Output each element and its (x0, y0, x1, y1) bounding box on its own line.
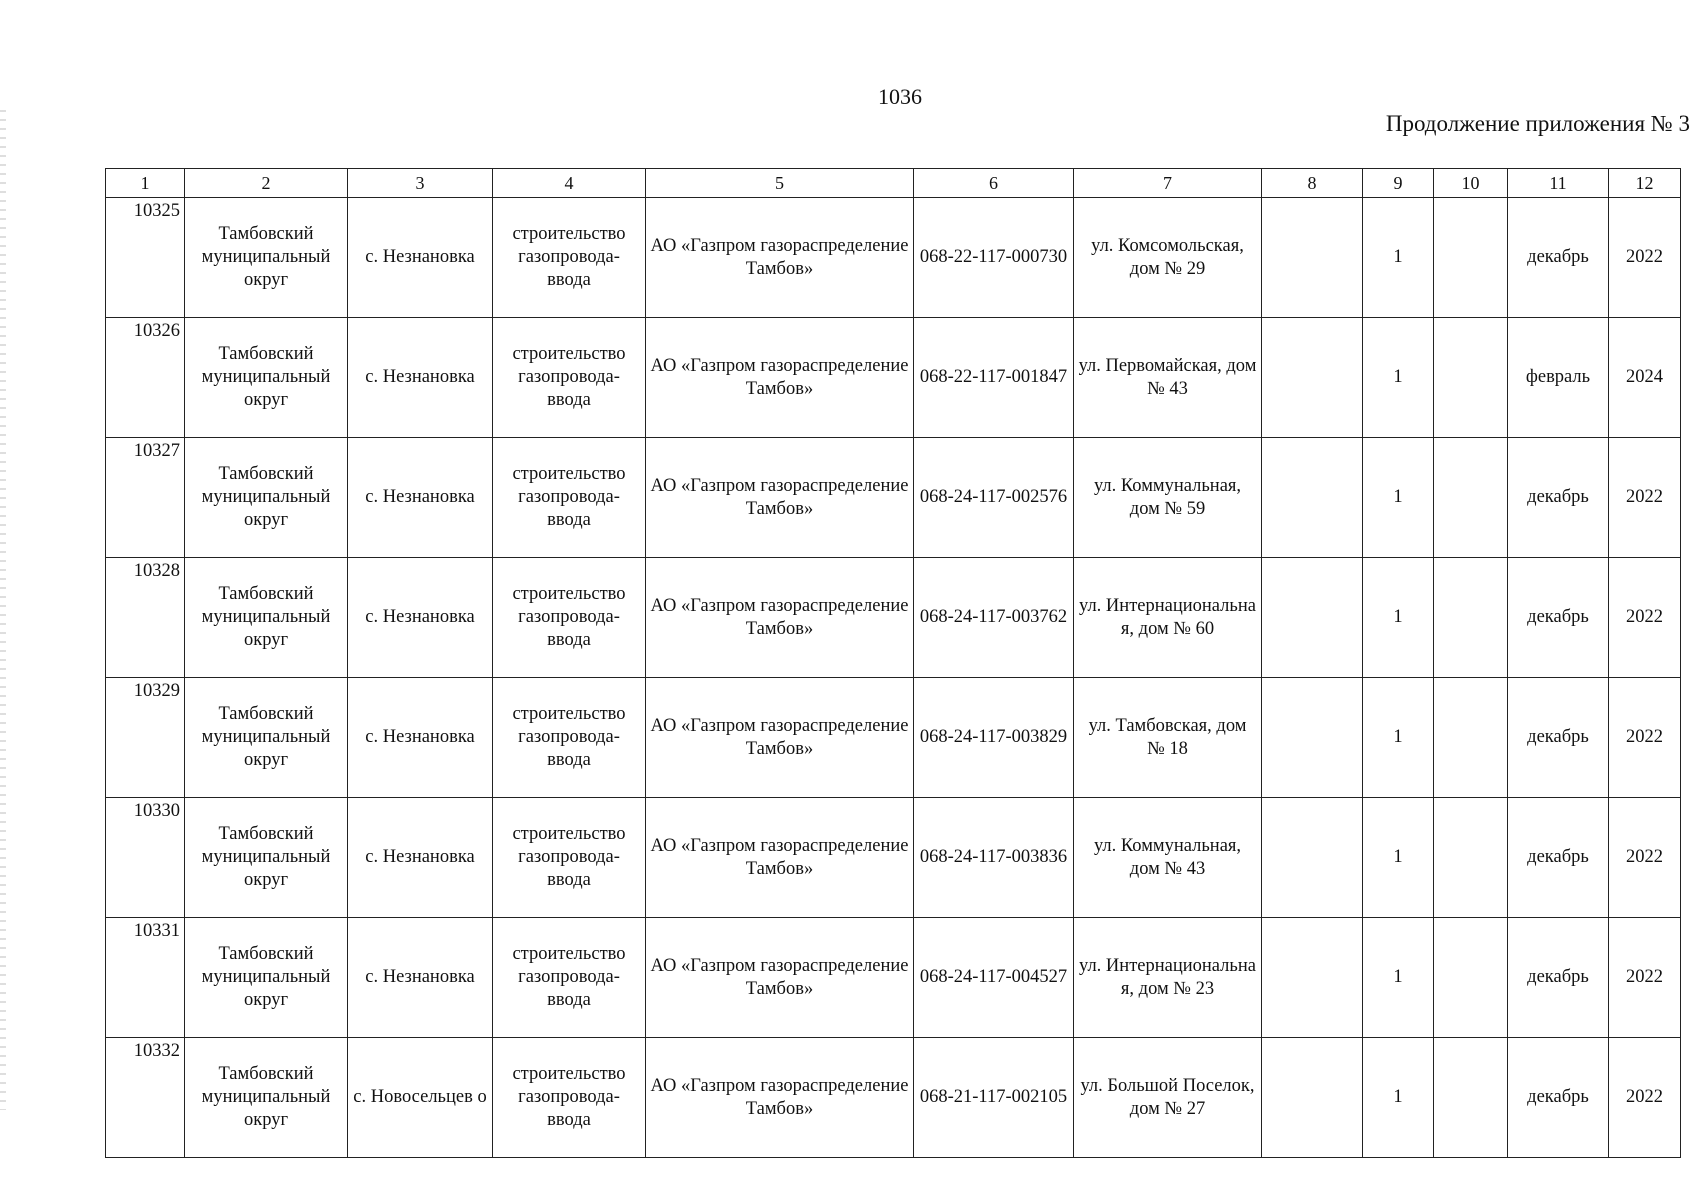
year-cell: 2022 (1609, 798, 1681, 918)
work-type-cell: строительство газопровода-ввода (493, 1038, 646, 1158)
register-table (105, 168, 1681, 1158)
table-row (106, 678, 1681, 798)
district-cell: Тамбовский муниципальный округ (185, 198, 348, 318)
address-cell: ул. Коммунальная, дом № 59 (1074, 438, 1262, 558)
column-10-cell (1434, 918, 1508, 1038)
organization-cell: АО «Газпром газораспределение Тамбов» (646, 798, 914, 918)
column-8-cell (1262, 198, 1363, 318)
year-cell: 2022 (1609, 558, 1681, 678)
organization-cell: АО «Газпром газораспределение Тамбов» (646, 198, 914, 318)
year-cell: 2022 (1609, 198, 1681, 318)
column-number-1: 1 (106, 169, 185, 198)
month-cell: декабрь (1508, 678, 1609, 798)
month-cell: декабрь (1508, 798, 1609, 918)
year-cell: 2022 (1609, 678, 1681, 798)
object-code-cell: 068-24-117-003829 (914, 678, 1074, 798)
quantity-cell: 1 (1363, 1038, 1434, 1158)
column-8-cell (1262, 678, 1363, 798)
address-cell: ул. Большой Поселок, дом № 27 (1074, 1038, 1262, 1158)
district-cell: Тамбовский муниципальный округ (185, 918, 348, 1038)
district-cell: Тамбовский муниципальный округ (185, 678, 348, 798)
address-cell: ул. Тамбовская, дом № 18 (1074, 678, 1262, 798)
work-type-cell: строительство газопровода-ввода (493, 438, 646, 558)
month-cell: декабрь (1508, 918, 1609, 1038)
column-number-6: 6 (914, 169, 1074, 198)
row-number: 10327 (106, 438, 185, 558)
object-code-cell: 068-24-117-003836 (914, 798, 1074, 918)
quantity-cell: 1 (1363, 438, 1434, 558)
column-number-11: 11 (1508, 169, 1609, 198)
column-number-12: 12 (1609, 169, 1681, 198)
work-type-cell: строительство газопровода-ввода (493, 918, 646, 1038)
column-10-cell (1434, 678, 1508, 798)
object-code-cell: 068-24-117-003762 (914, 558, 1074, 678)
address-cell: ул. Интернациональна я, дом № 23 (1074, 918, 1262, 1038)
district-cell: Тамбовский муниципальный округ (185, 798, 348, 918)
month-cell: декабрь (1508, 1038, 1609, 1158)
district-cell: Тамбовский муниципальный округ (185, 318, 348, 438)
column-number-row (106, 169, 1681, 198)
work-type-cell: строительство газопровода-ввода (493, 558, 646, 678)
year-cell: 2024 (1609, 318, 1681, 438)
column-10-cell (1434, 798, 1508, 918)
year-cell: 2022 (1609, 1038, 1681, 1158)
object-code-cell: 068-22-117-001847 (914, 318, 1074, 438)
table-row (106, 198, 1681, 318)
continuation-label: Продолжение приложения № 3 (1385, 111, 1690, 136)
work-type-cell: строительство газопровода-ввода (493, 678, 646, 798)
quantity-cell: 1 (1363, 918, 1434, 1038)
quantity-cell: 1 (1363, 198, 1434, 318)
column-number-4: 4 (493, 169, 646, 198)
column-10-cell (1434, 318, 1508, 438)
settlement-cell: с. Незнановка (348, 798, 493, 918)
table-row (106, 318, 1681, 438)
quantity-cell: 1 (1363, 798, 1434, 918)
table-row (106, 798, 1681, 918)
column-number-2: 2 (185, 169, 348, 198)
quantity-cell: 1 (1363, 318, 1434, 438)
column-8-cell (1262, 438, 1363, 558)
object-code-cell: 068-24-117-002576 (914, 438, 1074, 558)
organization-cell: АО «Газпром газораспределение Тамбов» (646, 558, 914, 678)
column-8-cell (1262, 918, 1363, 1038)
row-number: 10331 (106, 918, 185, 1038)
organization-cell: АО «Газпром газораспределение Тамбов» (646, 318, 914, 438)
page-number: 1036 (878, 84, 922, 109)
settlement-cell: с. Незнановка (348, 918, 493, 1038)
row-number: 10329 (106, 678, 185, 798)
district-cell: Тамбовский муниципальный округ (185, 1038, 348, 1158)
address-cell: ул. Первомайская, дом № 43 (1074, 318, 1262, 438)
column-8-cell (1262, 558, 1363, 678)
row-number: 10326 (106, 318, 185, 438)
organization-cell: АО «Газпром газораспределение Тамбов» (646, 678, 914, 798)
column-number-10: 10 (1434, 169, 1508, 198)
column-10-cell (1434, 198, 1508, 318)
address-cell: ул. Интернациональна я, дом № 60 (1074, 558, 1262, 678)
row-number: 10325 (106, 198, 185, 318)
quantity-cell: 1 (1363, 558, 1434, 678)
row-number: 10328 (106, 558, 185, 678)
column-8-cell (1262, 318, 1363, 438)
column-10-cell (1434, 438, 1508, 558)
column-10-cell (1434, 558, 1508, 678)
district-cell: Тамбовский муниципальный округ (185, 438, 348, 558)
column-number-8: 8 (1262, 169, 1363, 198)
organization-cell: АО «Газпром газораспределение Тамбов» (646, 1038, 914, 1158)
scan-edge-artifact (0, 110, 6, 1110)
column-number-5: 5 (646, 169, 914, 198)
column-number-3: 3 (348, 169, 493, 198)
district-cell: Тамбовский муниципальный округ (185, 558, 348, 678)
organization-cell: АО «Газпром газораспределение Тамбов» (646, 438, 914, 558)
settlement-cell: с. Незнановка (348, 678, 493, 798)
month-cell: декабрь (1508, 558, 1609, 678)
work-type-cell: строительство газопровода-ввода (493, 798, 646, 918)
table-row (106, 1038, 1681, 1158)
row-number: 10332 (106, 1038, 185, 1158)
table-row (106, 438, 1681, 558)
year-cell: 2022 (1609, 918, 1681, 1038)
object-code-cell: 068-24-117-004527 (914, 918, 1074, 1038)
column-8-cell (1262, 1038, 1363, 1158)
column-10-cell (1434, 1038, 1508, 1158)
column-8-cell (1262, 798, 1363, 918)
work-type-cell: строительство газопровода-ввода (493, 198, 646, 318)
table-row (106, 918, 1681, 1038)
settlement-cell: с. Незнановка (348, 198, 493, 318)
month-cell: декабрь (1508, 438, 1609, 558)
settlement-cell: с. Незнановка (348, 558, 493, 678)
column-number-9: 9 (1363, 169, 1434, 198)
column-number-7: 7 (1074, 169, 1262, 198)
object-code-cell: 068-21-117-002105 (914, 1038, 1074, 1158)
address-cell: ул. Комсомольская, дом № 29 (1074, 198, 1262, 318)
month-cell: февраль (1508, 318, 1609, 438)
settlement-cell: с. Незнановка (348, 318, 493, 438)
settlement-cell: с. Новосельцев о (348, 1038, 493, 1158)
settlement-cell: с. Незнановка (348, 438, 493, 558)
object-code-cell: 068-22-117-000730 (914, 198, 1074, 318)
table-row (106, 558, 1681, 678)
organization-cell: АО «Газпром газораспределение Тамбов» (646, 918, 914, 1038)
month-cell: декабрь (1508, 198, 1609, 318)
work-type-cell: строительство газопровода-ввода (493, 318, 646, 438)
quantity-cell: 1 (1363, 678, 1434, 798)
row-number: 10330 (106, 798, 185, 918)
address-cell: ул. Коммунальная, дом № 43 (1074, 798, 1262, 918)
year-cell: 2022 (1609, 438, 1681, 558)
